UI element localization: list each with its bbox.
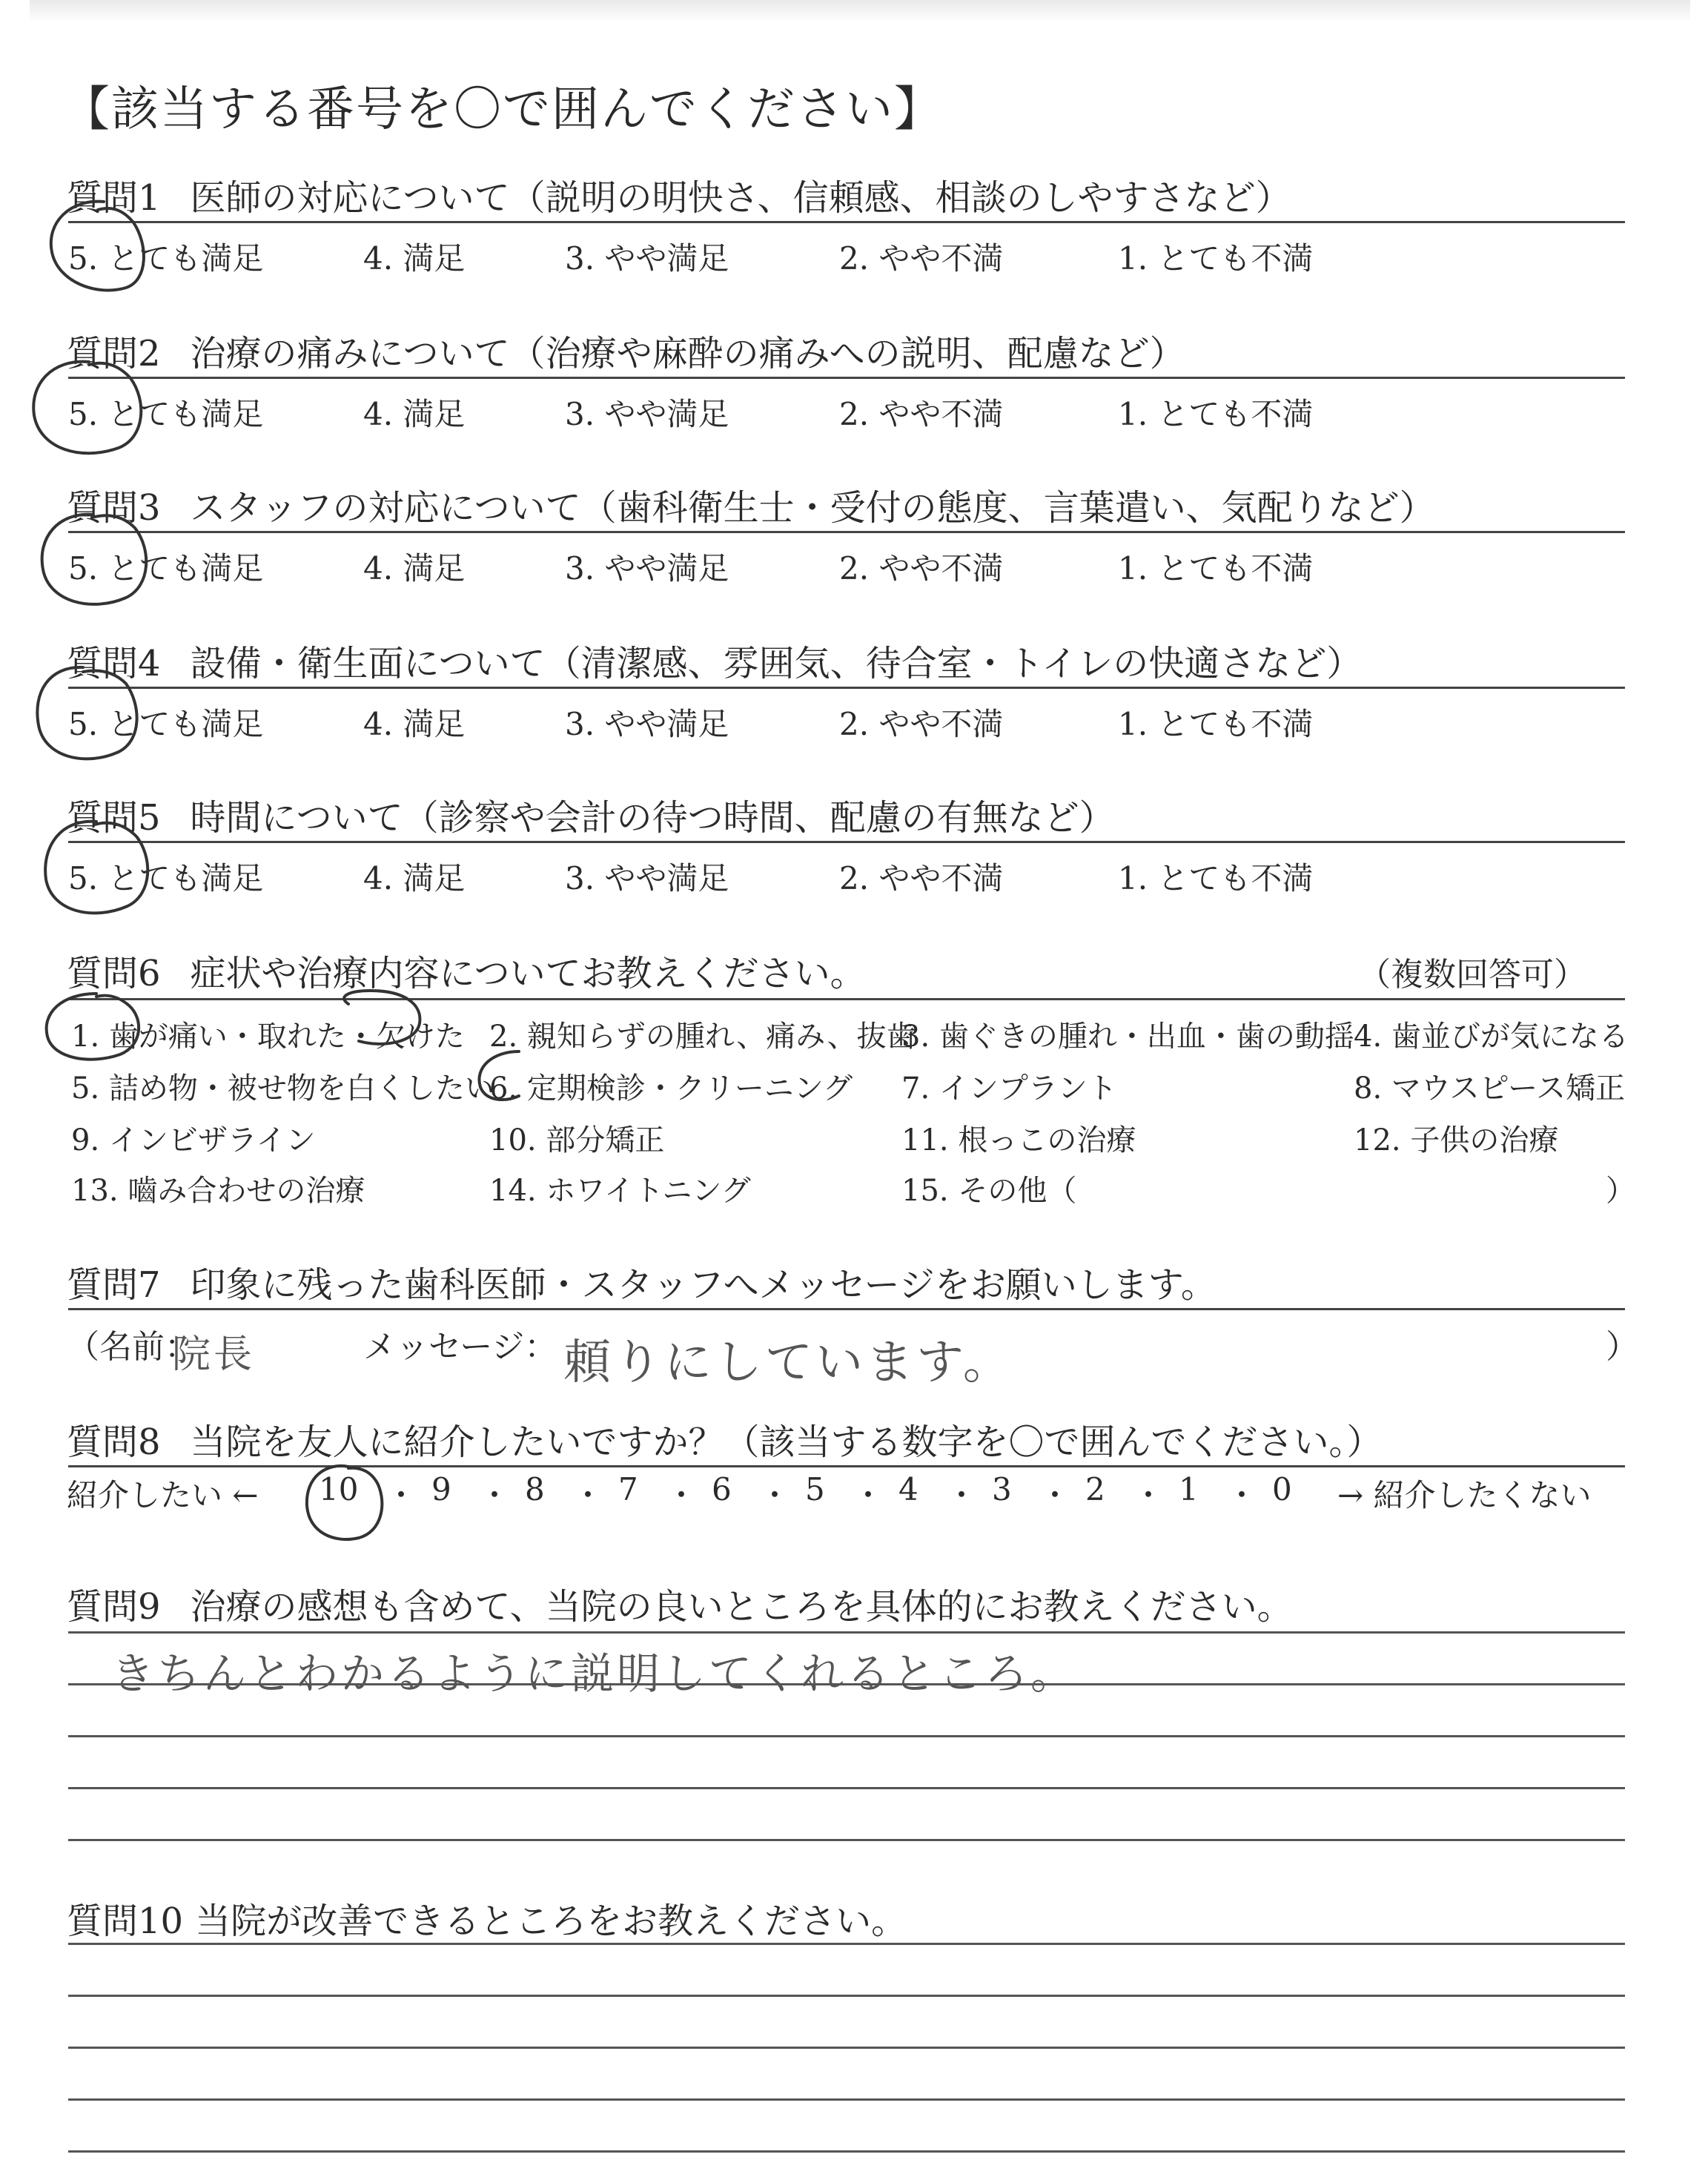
scale-sep: ・	[759, 1477, 791, 1513]
recommend-right-label: → 紹介したくない	[1337, 1477, 1592, 1513]
q4-option-4[interactable]: 4. 満足	[363, 706, 466, 742]
q3-option-1[interactable]: 1. とても不満	[1118, 550, 1314, 587]
question-7	[67, 1256, 1217, 1307]
scale-10[interactable]: 10	[319, 1471, 359, 1507]
question-rule	[68, 841, 1625, 843]
q1-option-1[interactable]: 1. とても不満	[1118, 240, 1314, 277]
scale-sep: ・	[666, 1477, 698, 1513]
q4-option-5[interactable]: 5. とても満足	[68, 706, 264, 742]
q3-option-3[interactable]: 3. やや満足	[565, 550, 729, 587]
q5-option-1[interactable]: 1. とても不満	[1118, 860, 1314, 896]
scale-8[interactable]: 8	[525, 1471, 545, 1507]
question-number: 質問4	[67, 643, 161, 684]
q4-option-3[interactable]: 3. やや満足	[565, 706, 729, 742]
question-number: 質問2	[67, 333, 161, 374]
q6-option-10[interactable]: 10. 部分矯正	[489, 1123, 665, 1157]
question-number: 質問3	[67, 487, 161, 529]
question-9	[67, 1578, 1293, 1629]
q2-option-5[interactable]: 5. とても満足	[68, 396, 264, 432]
question-1	[67, 169, 1291, 220]
handwritten-answer[interactable]: きちんとわかるように説明してくれるところ。	[111, 1648, 1077, 1699]
handwritten-name[interactable]: 院長	[172, 1332, 256, 1377]
q1-option-3[interactable]: 3. やや満足	[565, 240, 729, 277]
q1-option-4[interactable]: 4. 満足	[363, 240, 466, 277]
question-number: 質問8	[67, 1421, 161, 1463]
handwritten-message[interactable]: 頼りにしています。	[563, 1335, 1013, 1390]
q5-option-4[interactable]: 4. 満足	[363, 860, 466, 896]
question-text: 治療の痛みについて（治療や麻酔の痛みへの説明、配慮など）	[190, 333, 1185, 374]
question-number: 質問6	[67, 953, 161, 994]
scale-0[interactable]: 0	[1272, 1471, 1292, 1507]
writing-line	[68, 2047, 1625, 2049]
question-text: 症状や治療内容についてお教えください。	[190, 953, 866, 994]
question-number: 質問9	[67, 1586, 161, 1628]
question-rule	[68, 1465, 1625, 1467]
q5-option-5[interactable]: 5. とても満足	[68, 860, 264, 896]
scale-5[interactable]: 5	[805, 1471, 825, 1507]
scale-sep: ・	[946, 1477, 978, 1513]
writing-line	[68, 1683, 1625, 1685]
writing-line	[68, 2098, 1625, 2101]
q6-option-15-close: ）	[1606, 1174, 1635, 1208]
scan-top-shadow	[30, 0, 1690, 22]
q5-option-3[interactable]: 3. やや満足	[565, 860, 729, 896]
question-4	[67, 635, 1362, 686]
q1-option-2[interactable]: 2. やや不満	[839, 240, 1004, 277]
q2-option-2[interactable]: 2. やや不満	[839, 396, 1004, 432]
message-label: メッセージ：	[363, 1328, 557, 1366]
multiple-answer-note: （複数回答可）	[1358, 956, 1586, 994]
scale-sep: ・	[572, 1477, 604, 1513]
question-number: 質問5	[67, 797, 161, 839]
scale-4[interactable]: 4	[898, 1471, 918, 1507]
writing-line	[68, 1631, 1625, 1634]
scale-sep: ・	[1039, 1477, 1071, 1513]
scale-2[interactable]: 2	[1085, 1471, 1105, 1507]
q6-option-3[interactable]: 3. 歯ぐきの腫れ・出血・歯の動揺	[901, 1020, 1354, 1054]
question-rule	[68, 221, 1625, 223]
q6-option-1[interactable]: 1. 歯が痛い・取れた・欠けた	[71, 1020, 465, 1054]
question-text: 医師の対応について（説明の明快さ、信頼感、相談のしやすさなど）	[190, 177, 1291, 219]
question-text: 時間について（診察や会計の待つ時間、配慮の有無など）	[190, 797, 1115, 839]
scale-6[interactable]: 6	[712, 1471, 732, 1507]
question-text: 印象に残った歯科医師・スタッフへメッセージをお願いします。	[190, 1264, 1217, 1306]
question-10	[67, 1892, 907, 1943]
question-text: 治療の感想も含めて、当院の良いところを具体的にお教えください。	[190, 1586, 1293, 1628]
q2-option-4[interactable]: 4. 満足	[363, 396, 466, 432]
q5-option-2[interactable]: 2. やや不満	[839, 860, 1004, 896]
q3-option-2[interactable]: 2. やや不満	[839, 550, 1004, 587]
q6-option-7[interactable]: 7. インプラント	[901, 1071, 1117, 1106]
scale-3[interactable]: 3	[992, 1471, 1012, 1507]
q6-option-15[interactable]: 15. その他（	[901, 1174, 1077, 1208]
message-close: ）	[1606, 1328, 1638, 1366]
writing-line	[68, 1735, 1625, 1737]
scale-sep: ・	[1133, 1477, 1165, 1513]
form-heading: 【該当する番号を〇で囲んでください】	[62, 82, 943, 137]
writing-line	[68, 1787, 1625, 1789]
q6-option-9[interactable]: 9. インビザライン	[71, 1123, 316, 1157]
scale-1[interactable]: 1	[1179, 1471, 1199, 1507]
question-6	[67, 945, 866, 996]
question-text: 当院を友人に紹介したいですか？（該当する数字を〇で囲んでください。）	[190, 1421, 1383, 1463]
scale-9[interactable]: 9	[431, 1471, 451, 1507]
q6-option-12[interactable]: 12. 子供の治療	[1354, 1123, 1559, 1157]
writing-line	[68, 1995, 1625, 1997]
q6-option-4[interactable]: 4. 歯並びが気になる	[1354, 1020, 1629, 1054]
q6-option-13[interactable]: 13. 嚙み合わせの治療	[71, 1174, 365, 1208]
writing-line	[68, 1839, 1625, 1841]
q6-option-2[interactable]: 2. 親知らずの腫れ、痛み、抜歯	[489, 1020, 916, 1054]
scale-7[interactable]: 7	[618, 1471, 638, 1507]
question-text: スタッフの対応について（歯科衛生士・受付の態度、言葉遣い、気配りなど）	[190, 487, 1435, 529]
scale-sep: ・	[853, 1477, 884, 1513]
question-number: 質問1	[67, 177, 161, 219]
question-rule	[68, 531, 1625, 533]
q3-option-4[interactable]: 4. 満足	[363, 550, 466, 587]
q4-option-1[interactable]: 1. とても不満	[1118, 706, 1314, 742]
question-rule	[68, 998, 1625, 1000]
question-2	[67, 325, 1185, 376]
question-rule	[68, 687, 1625, 689]
scale-sep: ・	[1226, 1477, 1258, 1513]
writing-line	[68, 1943, 1625, 1945]
question-text: 当院が改善できるところをお教えください。	[195, 1900, 907, 1942]
q1-option-5[interactable]: 5. とても満足	[68, 240, 264, 277]
q3-option-5[interactable]: 5. とても満足	[68, 550, 264, 587]
q2-option-1[interactable]: 1. とても不満	[1118, 396, 1314, 432]
q4-option-2[interactable]: 2. やや不満	[839, 706, 1004, 742]
q6-option-14[interactable]: 14. ホワイトニング	[489, 1174, 751, 1208]
question-number: 質問7	[67, 1264, 161, 1306]
q6-option-5[interactable]: 5. 詰め物・被せ物を白くしたい	[71, 1071, 494, 1106]
question-8	[67, 1413, 1383, 1464]
scale-sep: ・	[385, 1477, 417, 1513]
question-number: 質問10	[67, 1900, 184, 1942]
question-text: 設備・衛生面について（清潔感、雰囲気、待合室・トイレの快適さなど）	[190, 643, 1363, 684]
q6-option-8[interactable]: 8. マウスピース矯正	[1354, 1071, 1626, 1106]
question-rule	[68, 1308, 1625, 1310]
name-label: （名前：	[67, 1328, 197, 1366]
q6-option-6[interactable]: 6. 定期検診・クリーニング	[489, 1071, 853, 1106]
question-3	[67, 479, 1435, 530]
writing-line	[68, 2150, 1625, 2153]
recommend-left-label: 紹介したい ←	[67, 1477, 259, 1513]
question-rule	[68, 377, 1625, 379]
scale-sep: ・	[479, 1477, 511, 1513]
q6-option-11[interactable]: 11. 根っこの治療	[901, 1123, 1136, 1157]
question-5	[67, 789, 1115, 840]
q2-option-3[interactable]: 3. やや満足	[565, 396, 729, 432]
